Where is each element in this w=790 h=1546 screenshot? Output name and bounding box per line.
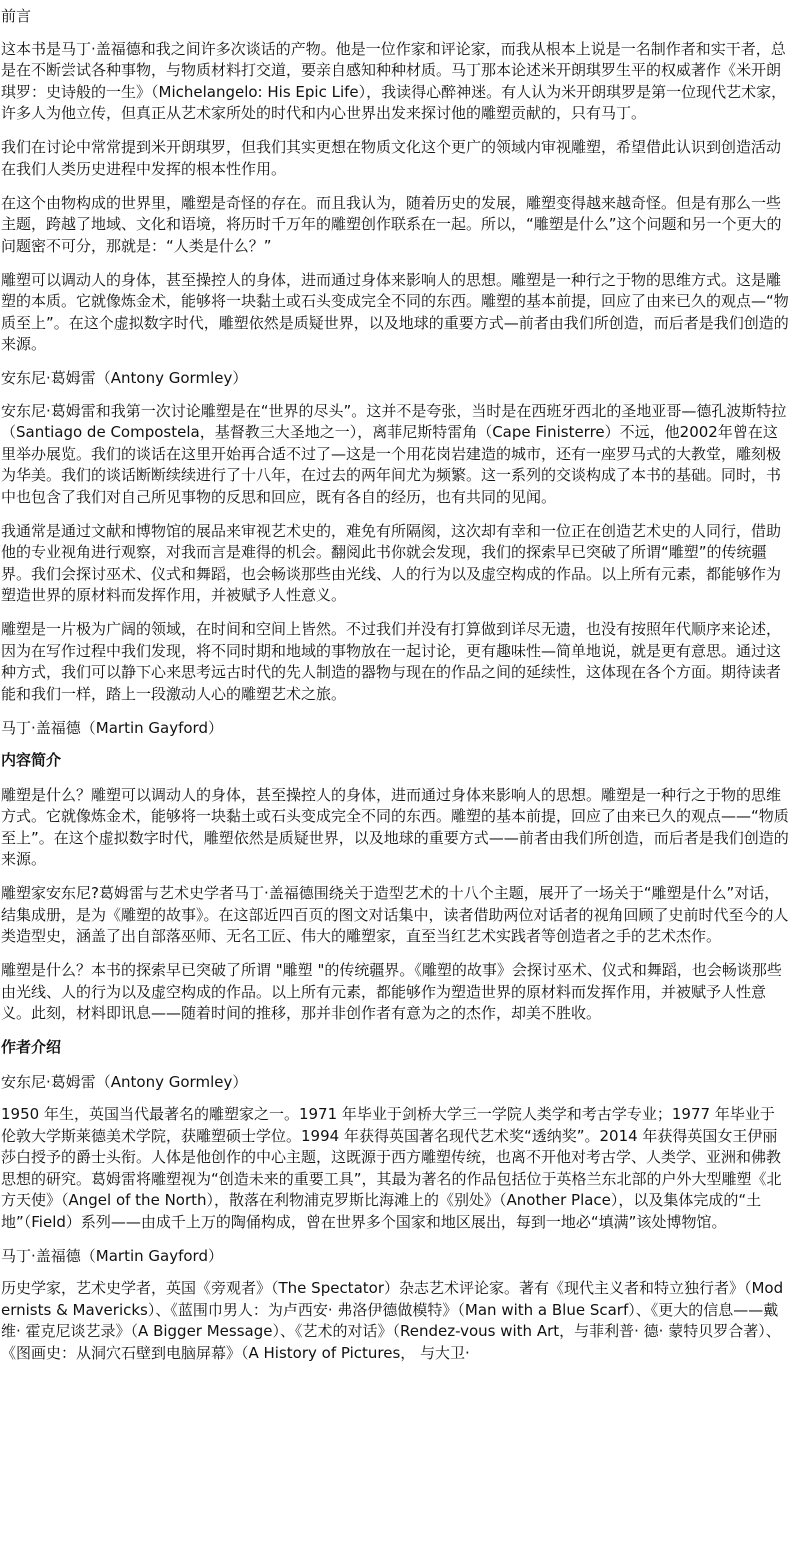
preface-paragraph-1: 这本书是马丁·盖福德和我之间许多次谈话的产物。他是一位作家和评论家，而我从根本上说是一名制作者和实干者，总是在不断尝试各种事物，与物质材料打交道，要亲自感知种种材质。马丁那本论述米开朗琪罗生平的权威著作《米开朗琪罗：史诗般的一生》（Michelangelo: His Epic Life），我读得心醉神迷。有人认为米开朗琪罗是第一位现代艺术家，许多人为他立传，但真正从艺术家所处的时代和内心世界出发来探讨他的雕塑贡献的，只有马丁。: [1, 39, 787, 122]
summary-paragraph-2: 雕塑家安东尼?葛姆雷与艺术史学者马丁·盖福德围绕关于造型艺术的十八个主题，展开了一场关于“雕塑是什么”对话，结集成册，是为《雕塑的故事》。在这部近四百页的图文对话集中，读者借助两位对话者的视角回顾了史前时代至今的人类造型史，涵盖了出自部落巫师、无名工匠、伟大的雕塑家，直至当红艺术实践者等创造者之手的艺术杰作。: [1, 884, 789, 945]
preface-signature-gormley: 安东尼·葛姆雷（Antony Gormley）: [1, 369, 248, 387]
author-gormley-name: 安东尼·葛姆雷（Antony Gormley）: [1, 1072, 248, 1091]
author-gayford-bio: 历史学家，艺术史学者，英国《旁观者》（The Spectator）杂志艺术评论家。著有《现代主义者和特立独行者》（Modernists & Mavericks）、《蓝围巾男人：为卢西安· 弗洛伊德做模特》（Man with a Blue Scarf）、《更大的信息——戴维· 霍克尼谈艺录》（A Bigger Message）、《艺术的对话》（Rendez-vous with Art，与菲利普· 德· 蒙特贝罗合著）、《图画史：从洞穴石壁到电脑屏幕》（A History of Pictures， 与大卫·: [1, 1279, 784, 1362]
summary-heading: 内容简介: [1, 751, 62, 769]
preface-signature-gayford: 马丁·盖福德（Martin Gayford）: [1, 718, 223, 737]
preface-heading: 前言: [1, 7, 32, 25]
preface-paragraph-4: 雕塑可以调动人的身体，甚至操控人的身体，进而通过身体来影响人的思想。雕塑是一种行之于物的思维方式。这是雕塑的本质。它就像炼金术，能够将一块黏土或石头变成完全不同的东西。雕塑的基本前提，回应了由来已久的观点—“物质至上”。在这个虚拟数字时代，雕塑依然是质疑世界，以及地球的重要方式—前者由我们所创造，而后者是我们创造的来源。: [1, 270, 789, 353]
summary-paragraph-1: 雕塑是什么？雕塑可以调动人的身体，甚至操控人的身体，进而通过身体来影响人的思想。雕塑是一种行之于物的思维方式。它就像炼金术，能够将一块黏土或石头变成完全不同的东西。雕塑的基本前提，回应了由来已久的观点——“物质至上”。在这个虚拟数字时代，雕塑依然是质疑世界，以及地球的重要方式——前者由我们所创造，而后者是我们创造的来源。: [1, 785, 789, 868]
authors-heading: 作者介绍: [1, 1038, 62, 1056]
preface-paragraph-6: 我通常是通过文献和博物馆的展品来审视艺术史的，难免有所隔阂，这次却有幸和一位正在创造艺术史的人同行，借助他的专业视角进行观察，对我而言是难得的机会。翻阅此书你就会发现，我们的探索早已突破了所谓“雕塑”的传统疆界。我们会探讨巫术、仪式和舞蹈，也会畅谈那些由光线、人的行为以及虚空构成的作品。以上所有元素，都能够作为塑造世界的原材料而发挥作用，并被赋予人性意义。: [1, 521, 782, 604]
author-gayford-name: 马丁·盖福德（Martin Gayford）: [1, 1246, 223, 1265]
summary-paragraph-3: 雕塑是什么？本书的探索早已突破了所谓 "雕塑 "的传统疆界。《雕塑的故事》会探讨巫术、仪式和舞蹈，也会畅谈那些由光线、人的行为以及虚空构成的作品。以上所有元素，都能够作为塑造世界的原材料而发挥作用，并被赋予人性意义。此刻，材料即讯息——随着时间的推移，那并非创作者有意为之的杰作，却美不胜收。: [1, 961, 782, 1022]
preface-paragraph-2: 我们在讨论中常常提到米开朗琪罗，但我们其实更想在物质文化这个更广的领域内审视雕塑，希望借此认识到创造活动在我们人类历史进程中发挥的根本性作用。: [1, 138, 782, 178]
preface-paragraph-7: 雕塑是一片极为广阔的领域，在时间和空间上皆然。不过我们并没有打算做到详尽无遗，也没有按照年代顺序来论述，因为在写作过程中我们发现，将不同时期和地域的事物放在一起讨论，更有趣味性—简单地说，就是更有意思。通过这种方式，我们可以静下心来思考远古时代的先人制造的器物与现在的作品之间的延续性，这体现在各个方面。期待读者能和我们一样，踏上一段激动人心的雕塑艺术之旅。: [1, 620, 782, 703]
author-gormley-bio: 1950 年生，英国当代最著名的雕塑家之一。1971 年毕业于剑桥大学三一学院人类学和考古学专业；1977 年毕业于伦敦大学斯莱德美术学院，获雕塑硕士学位。1994 年获得英国著名现代艺术奖“透纳奖”。2014 年获得英国女王伊丽莎白授予的爵士头衔。人体是他创作的中心主题，这既源于西方雕塑传统，也离不开他对考古学、人类学、亚洲和佛教思想的研究。葛姆雷将雕塑视为“创造未来的重要工具”，其最为著名的作品包括位于英格兰东北部的户外大型雕塑《北方天使》（Angel of the North），散落在利物浦克罗斯比海滩上的《别处》（Another Place），以及集体完成的“土地”（Field）系列——由成千上万的陶俑构成，曾在世界多个国家和地区展出，每到一地必“填满”该处博物馆。: [1, 1105, 782, 1231]
preface-paragraph-3: 在这个由物构成的世界里，雕塑是奇怪的存在。而且我认为，随着历史的发展，雕塑变得越来越奇怪。但是有那么一些主题，跨越了地域、文化和语境，将历时千万年的雕塑创作联系在一起。所以，“雕塑是什么”这个问题和另一个更大的问题密不可分，那就是：“人类是什么？”: [1, 193, 782, 255]
preface-paragraph-5: 安东尼·葛姆雷和我第一次讨论雕塑是在“世界的尽头”。这并不是夸张，当时是在西班牙西北的圣地亚哥—德孔波斯特拉（Santiago de Compostela，基督教三大圣地之一），离菲尼斯特雷角（Cape Finisterre）不远，他2002年曾在这里举办展览。我们的谈话在这里开始再合适不过了—这是一个用花岗岩建造的城市，还有一座罗马式的大教堂，雕刻极为华美。我们的谈话断断续续进行了十八年，在过去的两年间尤为频繁。这一系列的交谈构成了本书的基础。同时，书中也包含了我们对自己所见事物的反思和回应，既有各自的经历，也有共同的见闻。: [1, 401, 787, 506]
